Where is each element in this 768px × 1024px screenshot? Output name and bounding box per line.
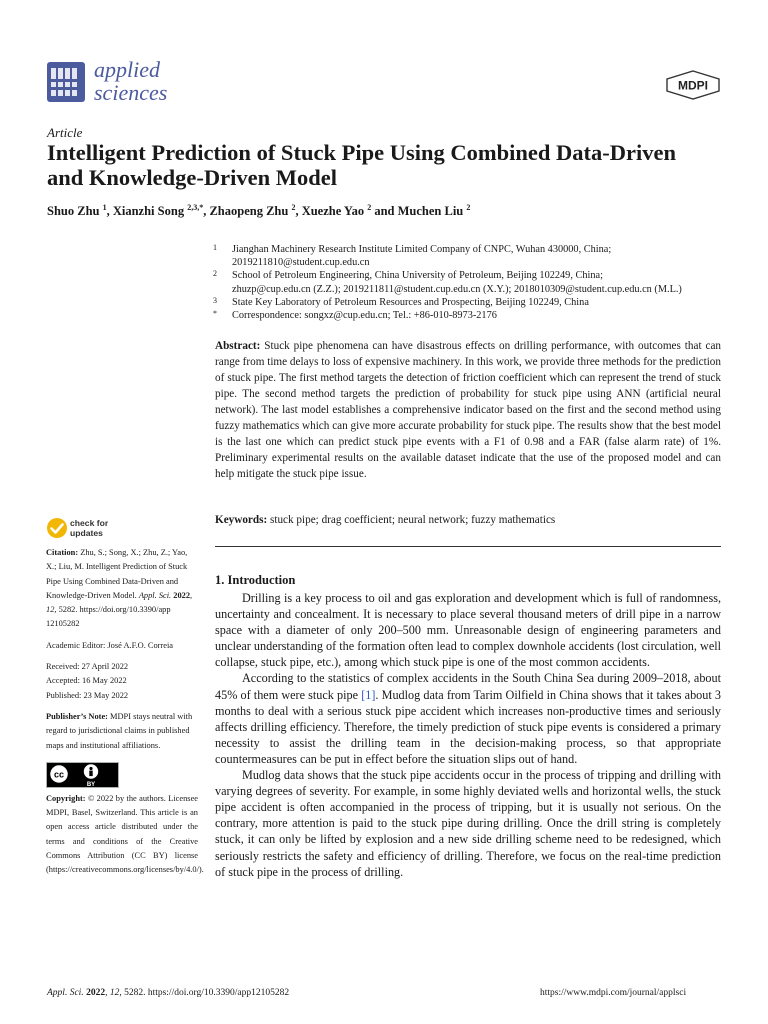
footer-journal-url[interactable]: https://www.mdpi.com/journal/applsci (540, 988, 687, 998)
check-for-updates-line1: check for (70, 518, 109, 528)
footer-journal: Appl. Sci. (47, 988, 84, 998)
svg-text:cc: cc (53, 769, 65, 780)
section-divider (215, 546, 721, 547)
intro-paragraph-2-text-cont: . Mudlog data from Tarim Oilfield in China shows that it takes about 3 months to deal with a serious stuck pipe accident which increases non-productive times and seriously affects drilling efficiency. Therefore, the timely prediction of stuck pipe events is considered a primary necessity to assist the drilling team in the decision-making process, so that appropriate countermeasures can be put in effect before the situation slips out of hand. (215, 687, 722, 766)
abstract-text: Stuck pipe phenomena can have disastrous effects on drilling performance, with outcomes that can range from time delays to loss of expensive machinery. In this work, we provide three methods for the prediction of stuck pipe. The first method targets the detection of friction coefficient which can represent the trend of stuck pipe. The second method targets the prediction of probability for stuck pipe using ANN (artificial neural network). The last model establishes a comprehensive indicator based on the first and the second method using fuzzy mathematics which can give more accurate probability for stuck pipe. The results show that the best model is the last one which can predict stuck pipe events with a F1 of 0.98 and a FAR (false alarm rate) of 1%. Preliminary experimental results on the available dataset indicate that the use of the proposed model and can help mitigate the stuck pipe issue. (215, 340, 722, 480)
affiliation-item (213, 269, 733, 295)
author-separator: , (295, 204, 302, 219)
author-separator: , (203, 204, 210, 219)
published-date: Published: 23 May 2022 (46, 690, 129, 700)
citation-text: Zhu, S.; Song, X.; Zhu, Z.; Yao, X.; Liu, M. Intelligent Prediction of Stuck Pipe Using Combined Data-Driven and Knowledge-Driven Model. (46, 548, 188, 600)
check-for-updates-icon (46, 517, 68, 539)
journal-name-line1: applied (94, 57, 160, 82)
introduction-body (215, 590, 721, 880)
journal-name-line2: sciences (94, 80, 168, 105)
check-for-updates-text (70, 519, 108, 538)
affiliation-item (213, 296, 733, 309)
citation-journal: Appl. Sci. (138, 590, 172, 600)
license-badge-text: BY (86, 781, 96, 788)
mdpi-logo-text: MDPI (678, 78, 708, 93)
check-for-updates-line2: updates (70, 527, 103, 538)
intro-paragraph-2-text: According to the statistics of complex accidents in the South China Sea during 2009–2018, about 45% of them were stuck pipe (215, 671, 721, 702)
corresponding-author-mark: * (199, 203, 204, 212)
mdpi-logo (664, 70, 722, 100)
article-type: Article (47, 125, 83, 140)
affiliation-mark: 3 (213, 295, 217, 305)
affiliation-text: Correspondence: songxz@cup.edu.cn; Tel.: +86-010-8973-2176 (232, 310, 497, 322)
author-affiliation-marks: 2 (466, 203, 471, 212)
footer-year: 2022 (86, 988, 106, 998)
section-heading-introduction: 1. Introduction (215, 573, 296, 587)
copyright (46, 792, 204, 878)
citation-volume: 12 (46, 605, 55, 615)
affiliation-mark: 2 (213, 269, 217, 279)
received-date: Received: 27 April 2022 (46, 662, 129, 672)
author-affiliation-marks: 2 (367, 203, 372, 212)
affiliation-emails: 2019211810@student.cup.edu.cn (232, 257, 370, 269)
author-name: Zhaopeng Zhu (209, 204, 289, 219)
intro-paragraph-1: Drilling is a key process to oil and gas exploration and development which is full of randomness, uncertainty and concealment. It is necessary to place several thousand meters of drill pipe in a narrow space with a diameter of only 200–500 mm. Unreasonable design of engineering parameters and unclear understanding of the formation often lead to complex downhole accidents (lost circulation, well collapse, stuck pipe, etc.), among which stuck pipe is one of the most common accidents. (215, 591, 721, 670)
affiliation-item (213, 309, 733, 322)
footer-volume: 12 (109, 988, 120, 998)
check-for-updates-badge[interactable] (46, 517, 166, 541)
footer-citation: Appl. Sci. 2022, 12, 5282. https://doi.org/10.3390/app12105282 (47, 988, 290, 998)
author-affiliation-marks: 2 (291, 203, 296, 212)
copyright-label: Copyright: (46, 793, 86, 803)
accepted-date: Accepted: 16 May 2022 (46, 676, 127, 686)
publishers-note-text: MDPI stays neutral with regard to jurisdictional claims in published maps and institutional affiliations. (46, 711, 193, 750)
author-list (47, 203, 470, 219)
author-name: Xuezhe Yao (301, 204, 365, 219)
author-affiliation-marks: 1 (102, 203, 107, 212)
citation: Citation: Zhu, S.; Song, X.; Zhu, Z.; Yao, X.; Liu, M. Intelligent Prediction of Stuck Pipe Using Combined Data-Driven and Knowledge-Driven Model. Appl. Sci. 2022, 12, 5282. https://doi.org/10.3390/app 12105282 (46, 548, 193, 629)
intro-paragraph-2 (215, 670, 721, 767)
affiliation-text: Jianghan Machinery Research Institute Limited Company of CNPC, Wuhan 430000, China; (232, 244, 612, 255)
citation-doi[interactable]: , 5282. https://doi.org/10.3390/app 12105282 (46, 605, 171, 629)
footer-doi[interactable]: , 5282. https://doi.org/10.3390/app12105282 (119, 988, 290, 998)
author-name: Muchen Liu (397, 204, 464, 219)
academic-editor: Academic Editor: José A.F.O. Correia (46, 640, 174, 650)
affiliation-mark: * (213, 309, 217, 319)
affiliation-emails: zhuzp@cup.edu.cn (Z.Z.); 2019211811@student.cup.edu.cn (X.Y.); 2018010309@student.cup.edu.cn (M.L.) (232, 283, 682, 295)
author-name: Shuo Zhu (47, 204, 100, 219)
publishers-note (46, 710, 198, 753)
citation-year: 2022 (173, 590, 190, 600)
author-affiliation-marks: 2,3, (187, 203, 200, 212)
keywords-text: stuck pipe; drag coefficient; neural network; fuzzy mathematics (270, 514, 556, 526)
citation-label: Citation: (46, 548, 79, 557)
journal-name (94, 58, 167, 104)
affiliation-mark: 1 (213, 243, 217, 252)
keywords-label: Keywords: (215, 514, 268, 526)
journal-logo-icon (47, 62, 85, 102)
citation-link[interactable]: [1] (361, 687, 376, 702)
publishers-note-label: Publisher’s Note: (46, 711, 108, 721)
sidebar (46, 546, 204, 878)
intro-paragraph-3: Mudlog data shows that the stuck pipe accidents occur in the process of tripping and drilling with varying degrees of severity. For example, in some highly deviated wells and horizontal wells, the stuck pipe accident is often accompanied in the process of tripping, but it is usually not serious. On the contrary, more attention is paid to the stuck pipe during drilling. Once the drill string is completely stuck, it can only be lifted by explosion and a new side drilling scheme need to be redesigned, which seriously restricts the safety and efficiency of drilling. Therefore, we focus on the real-time prediction of stuck pipe in the process of drilling. (215, 768, 721, 879)
author-separator: and (371, 204, 398, 219)
abstract (215, 338, 721, 482)
keywords (215, 512, 721, 528)
cc-by-license-badge[interactable] (46, 762, 119, 788)
author-separator: , (106, 204, 113, 219)
paper-title: Intelligent Prediction of Stuck Pipe Using Combined Data-Driven and Knowledge-Driven Model (47, 140, 676, 190)
affiliation-text: State Key Laboratory of Petroleum Resources and Prospecting, Beijing 102249, China (232, 296, 589, 308)
affiliations (213, 243, 733, 322)
author-name: Xianzhi Song (112, 204, 185, 219)
affiliation-text: School of Petroleum Engineering, China University of Petroleum, Beijing 102249, China; (232, 270, 603, 282)
abstract-label: Abstract: (215, 340, 261, 352)
affiliation-item (213, 243, 733, 269)
copyright-text: © 2022 by the authors. Licensee MDPI, Basel, Switzerland. This article is an open access article distributed under the terms and conditions of the Creative Commons Attribution (CC BY) license (https://creativecommons.org/licenses/by/4.0/). (46, 793, 204, 875)
